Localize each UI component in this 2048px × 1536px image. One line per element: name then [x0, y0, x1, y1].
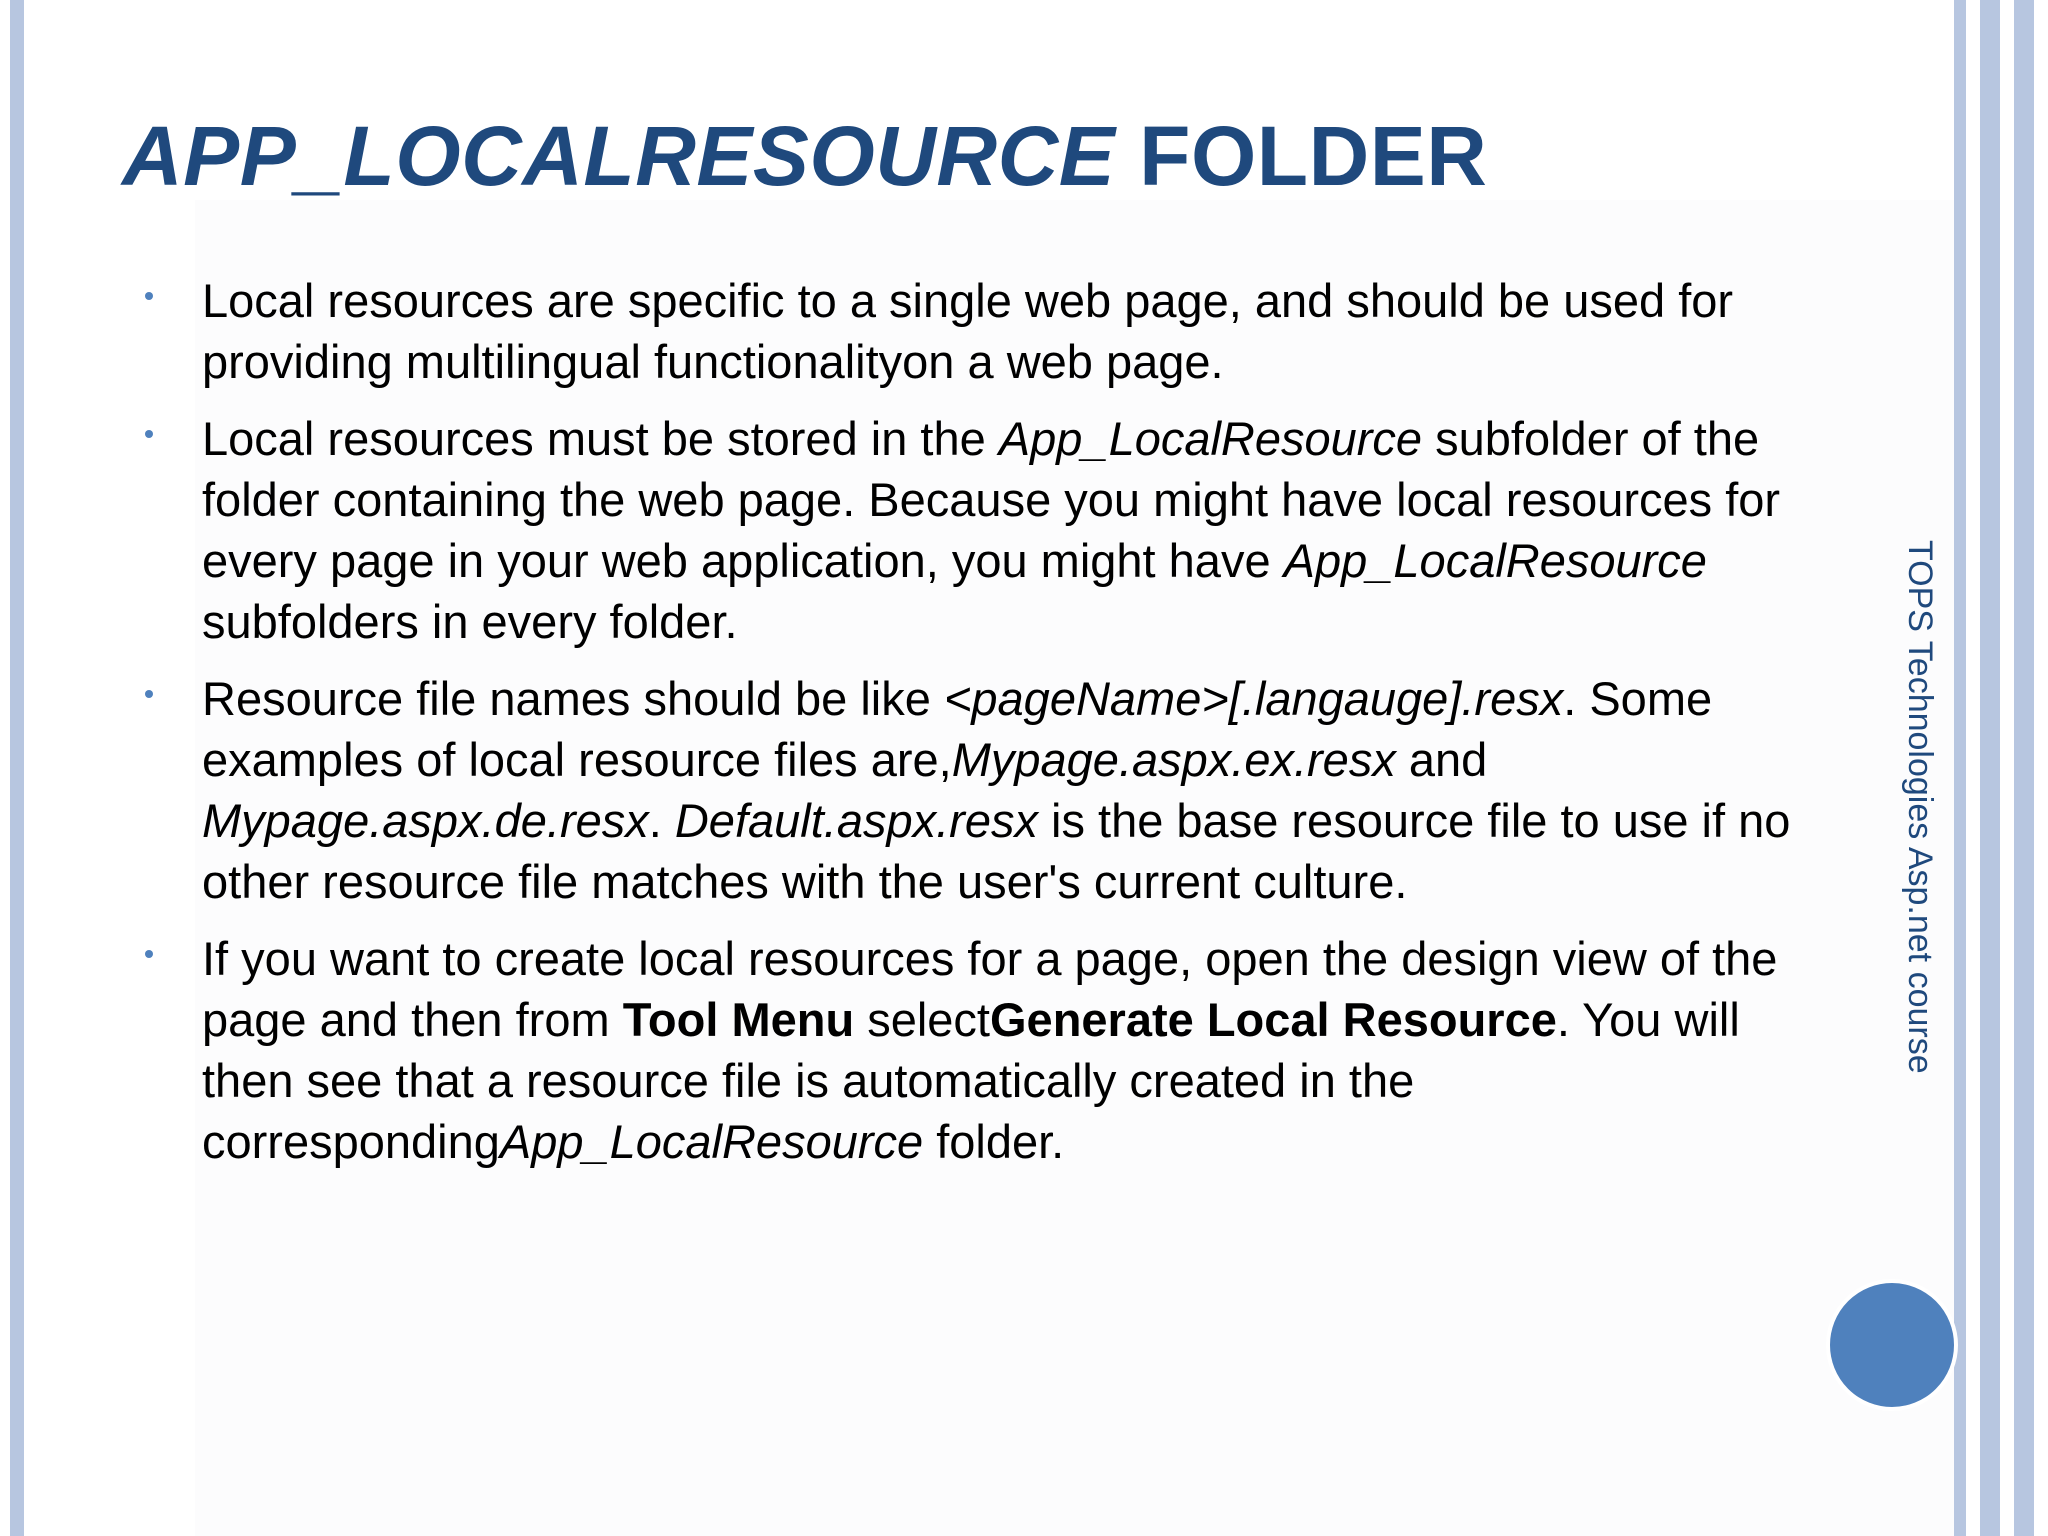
bullet-3-text-a: Resource file names should be like [202, 672, 944, 725]
bullet-4-text-a: If you want to create local resources for a page, open the design view of the page and then from [202, 932, 1778, 1046]
bullet-item-2 [140, 408, 1800, 652]
bullet-3-text-c: and [1395, 733, 1488, 786]
slide-title-italic: APP_LOCALRESOURCE [122, 109, 1116, 203]
slide-title-regular: FOLDER [1115, 109, 1488, 203]
bullet-4-command-name: Generate Local Resource [990, 993, 1557, 1046]
bullet-2-text-c: subfolders in every folder. [202, 595, 738, 648]
right-frame-bar-inner [1954, 0, 1966, 1536]
side-footer-label: TOPS Technologies Asp.net course [1901, 540, 1939, 1074]
bullet-2-text-b: subfolder of the folder containing the web page. Because you might have local resources for every page in your web application, you might have [202, 412, 1781, 587]
bullet-3-text-d: . [648, 794, 675, 847]
bullet-3-pattern: <pageName>[.langauge].resx [943, 672, 1564, 725]
bullet-4-menu-name: Tool Menu [622, 993, 855, 1046]
circle-decoration-icon [1826, 1279, 1958, 1411]
bullet-2-folder-name-b: App_LocalResource [1283, 534, 1707, 587]
bullet-3-example-b: Mypage.aspx.de.resx [202, 794, 649, 847]
left-frame-bar [10, 0, 24, 1536]
bullet-item-4 [140, 928, 1800, 1172]
bullet-2-folder-name-a: App_LocalResource [998, 412, 1423, 465]
bullet-4-text-b: select [854, 993, 990, 1046]
bullet-4-text-d: folder. [923, 1115, 1065, 1168]
bullet-3-text-b: . Some examples of local resource files are, [202, 672, 1713, 786]
bullet-item-3 [140, 668, 1800, 912]
bullet-dot-icon [145, 950, 153, 958]
bullet-3-example-a: Mypage.aspx.ex.resx [951, 733, 1396, 786]
bullet-list [140, 270, 1800, 1188]
bullet-dot-icon [145, 430, 153, 438]
right-frame-bar-middle [1980, 0, 2000, 1536]
bullet-item-1 [140, 270, 1800, 392]
bullet-3-text-e: is the base resource file to use if no other resource file matches with the user's current culture. [202, 794, 1791, 908]
right-frame-bar-outer [2014, 0, 2034, 1536]
bullet-1-text: Local resources are specific to a single web page, and should be used for providing multilingual functionalityon a web page. [202, 274, 1734, 388]
bullet-2-text-a: Local resources must be stored in the [202, 412, 999, 465]
slide-title [122, 108, 1487, 205]
bullet-4-text-c: . You will then see that a resource file is automatically created in the corresponding [202, 993, 1740, 1168]
bullet-dot-icon [145, 690, 153, 698]
bullet-dot-icon [145, 292, 153, 300]
bullet-4-folder-name: App_LocalResource [499, 1115, 924, 1168]
bullet-3-default-file: Default.aspx.resx [674, 794, 1038, 847]
